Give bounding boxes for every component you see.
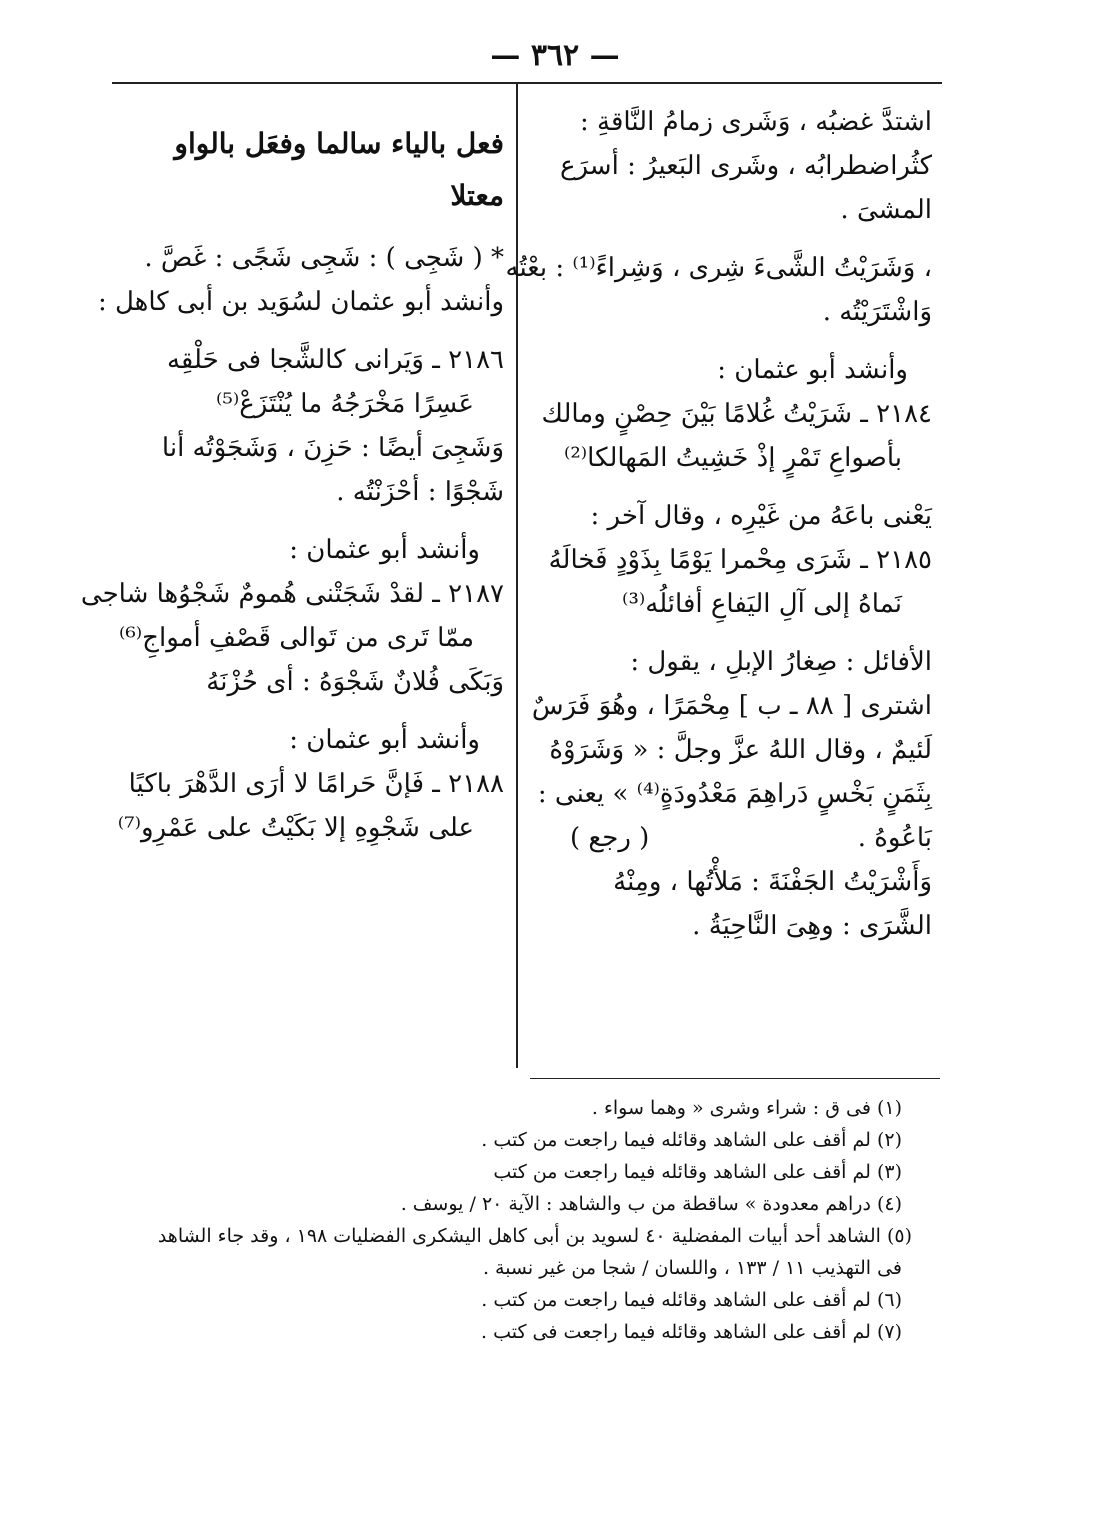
section-heading: فعل بالياء سالما وفعَل بالواو — [174, 127, 504, 160]
footnote-rule — [530, 1078, 940, 1079]
text-line: اشتدَّ غضبُه ، وَشَرى زمامُ النَّاقةِ : — [580, 107, 932, 137]
text-line: وَبَكَى فُلانٌ شَجْوَهُ : أى حُزْنَهُ — [206, 667, 504, 697]
text-line: الأفائل : صِغارُ الإبلِ ، يقول : — [630, 647, 932, 677]
footnote: (٤) دراهم معدودة » ساقطة من ب والشاهد : الآية ٢٠ / يوسف . — [400, 1193, 902, 1215]
verse-line: نَماهُ إلى آلِ اليَفاعِ أفائلُه⁽³⁾ — [622, 589, 902, 619]
text-line: وأنشد أبو عثمان : — [289, 535, 480, 565]
footnotes — [112, 1092, 912, 1348]
verse-line: ٢١٨٥ ـ شَرَى مِحْمرا يَوْمًا بِذَوْدٍ فَخالَهُ — [548, 545, 932, 575]
footnote: (٦) لم أقف على الشاهد وقائله فيما راجعت من كتب . — [481, 1289, 902, 1311]
text-line: * ( شَجِى ) : شَجِى شَجًى : غَصَّ . — [144, 243, 504, 273]
text-fragment: بَاعُوهُ . — [857, 823, 932, 853]
verse-line: ٢١٨٤ ـ شَرَيْتُ غُلامًا بَيْنَ حِصْنٍ ومالك — [541, 399, 932, 429]
page-number: — ٣٦٢ — — [490, 38, 620, 73]
footnote: (٥) الشاهد أحد أبيات المفضلية ٤٠ لسويد بن أبى كاهل اليشكرى الفضليات ١٩٨ ، وقد جاء الشاهد — [157, 1225, 912, 1247]
text-line: المشىَ . — [840, 195, 932, 225]
text-line: وأنشد أبو عثمان : — [717, 355, 908, 385]
text-line: الشَّرَى : وهِىَ النَّاحِيَةُ . — [692, 911, 932, 941]
text-line: كثُراضطرابُه ، وشَرى البَعيرُ : أسرَع — [559, 151, 932, 181]
text-line: يَعْنى باعَهُ من غَيْرِه ، وقال آخر : — [590, 501, 932, 531]
footnote: (١) فى ق : شراء وشرى « وهما سواء . — [591, 1097, 902, 1119]
header-rule — [112, 82, 942, 84]
verse-line: عَسِرًا مَخْرَجُهُ ما يُنْتَزَعْ⁽⁵⁾ — [216, 389, 474, 419]
text-line: وَأَشْرَيْتُ الجَفْنَةَ : مَلأْتُها ، ومِنْهُ — [613, 867, 932, 897]
footnote: (٧) لم أقف على الشاهد وقائله فيما راجعت فى كتب . — [481, 1321, 902, 1343]
text-line: وَاشْتَرَيْتُه . — [822, 297, 932, 327]
verse-line: ممّا تَرى من تَوالى قَصْفِ أمواجِ⁽⁶⁾ — [118, 623, 474, 653]
footnote: (٢) لم أقف على الشاهد وقائله فيما راجعت من كتب . — [481, 1129, 902, 1151]
left-column — [80, 118, 504, 850]
text-line: وأنشد أبو عثمان لسُوَيد بن أبى كاهل : — [97, 287, 504, 317]
text-line: وَشَجِىَ أيضًا : حَزِنَ ، وَشَجَوْتُه أنا — [161, 433, 504, 463]
section-heading: معتلا — [450, 179, 504, 212]
column-divider — [516, 84, 518, 1068]
footnote: (٣) لم أقف على الشاهد وقائله فيما راجعت من كتب — [493, 1161, 902, 1183]
verse-line: على شَجْوِهِ إلا بَكَيْتُ على عَمْرِو⁽⁷⁾ — [117, 813, 474, 843]
text-line: بِثَمَنٍ بَخْسٍ دَراهِمَ مَعْدُودَةٍ⁽⁴⁾ » يعنى : — [537, 779, 932, 809]
right-column — [505, 100, 932, 948]
verse-line: بأصواعِ تَمْرٍ إذْ خَشِيتُ المَهالكا⁽²⁾ — [563, 443, 902, 473]
verse-line: ٢١٨٧ ـ لقدْ شَجَتْنى هُمومٌ شَجْوُها شاجى — [80, 579, 504, 609]
text-fragment: ( رجع ) — [570, 823, 650, 853]
text-line: اشترى [ ٨٨ ـ ب ] مِحْمَرًا ، وهُوَ فَرَسٌ — [531, 691, 932, 721]
text-line: وأنشد أبو عثمان : — [289, 725, 480, 755]
text-line: شَجْوًا : أحْزَنْتُه . — [336, 477, 504, 507]
text-line: ، وَشَرَيْتُ الشَّىءَ شِرى ، وَشِراءً⁽¹⁾ : بعْتُه — [505, 253, 932, 283]
text-line: لَئيمٌ ، وقال اللهُ عزَّ وجلَّ : « وَشَرَوْهُ — [549, 735, 932, 765]
verse-line: ٢١٨٨ ـ فَإنَّ حَرامًا لا أرَى الدَّهْرَ باكيًا — [128, 769, 504, 799]
verse-line: ٢١٨٦ ـ وَيَرانى كالشَّجا فى حَلْقِه — [166, 345, 504, 375]
footnote-continuation: فى التهذيب ١١ / ١٣٣ ، واللسان / شجا من غير نسبة . — [482, 1257, 902, 1279]
text-line — [530, 816, 932, 860]
